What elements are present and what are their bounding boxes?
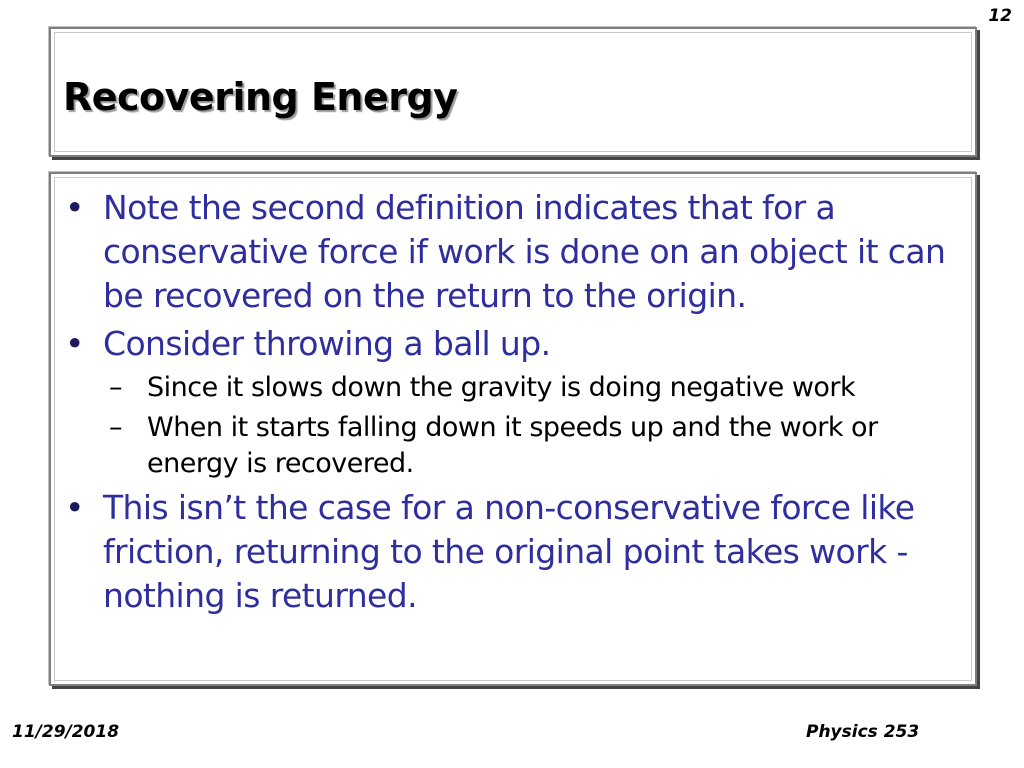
sub-bullet-text: When it starts falling down it speeds up and the work or energy is recovered. [147,412,878,479]
sub-bullet-text: Since it slows down the gravity is doing negative work [147,372,856,403]
sub-bullet-dash-icon: – [109,372,122,403]
footer-date: 11/29/2018 [12,722,120,742]
sub-bullet-item [65,370,963,406]
sub-bullet-dash-icon: – [109,412,122,443]
slide-title: Recovering Energy [63,75,458,119]
bullet-dot-icon: • [65,488,84,527]
bullet-item [65,486,963,618]
bullet-text: This isn’t the case for a non-conservative force like friction, returning to the original point takes work - nothing is returned. [103,488,915,615]
bullet-dot-icon: • [65,188,84,227]
bullet-item [65,322,963,366]
footer-course: Physics 253 [806,722,920,742]
title-box [49,27,977,157]
bullet-text: Consider throwing a ball up. [103,324,551,363]
bullet-list [65,186,963,622]
sub-bullet-item [65,410,963,482]
bullet-text: Note the second definition indicates that for a conservative force if work is done on an object it can be recovered on the return to the origin. [103,188,946,315]
slide-number: 12 [988,6,1012,26]
content-box [49,172,977,686]
bullet-item [65,186,963,318]
bullet-dot-icon: • [65,324,84,363]
